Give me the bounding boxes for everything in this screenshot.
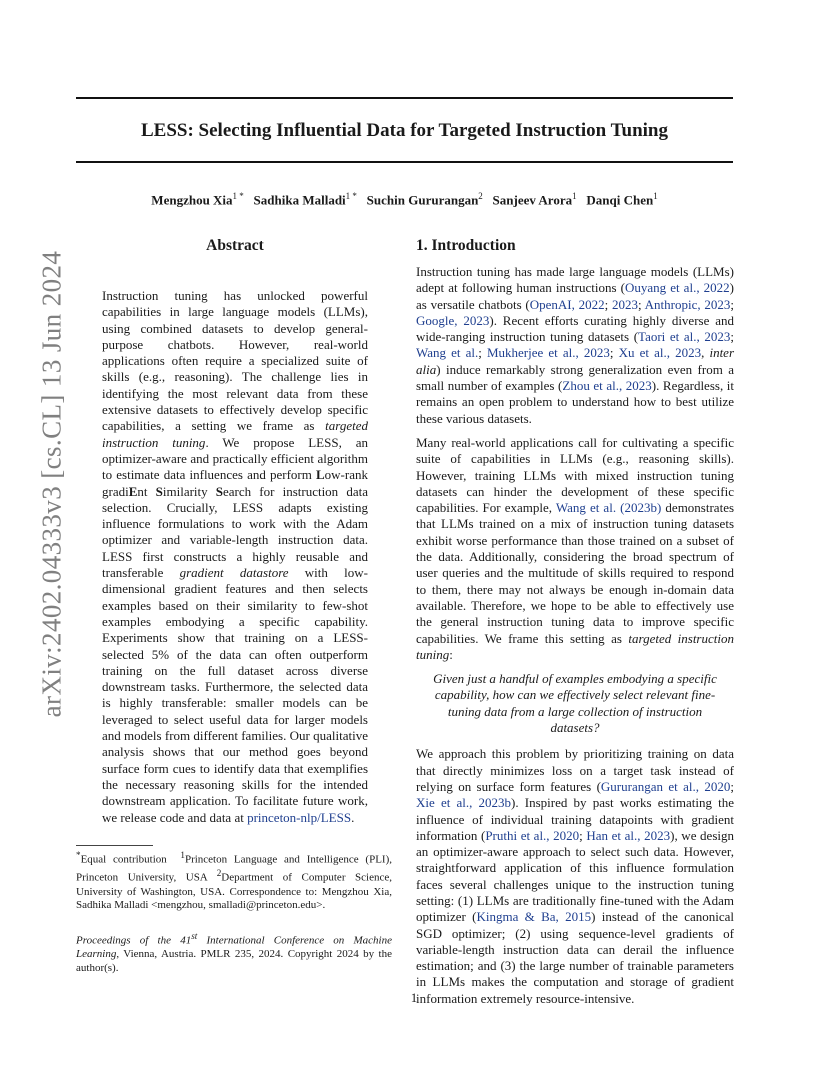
citation-link[interactable]: Xie et al., 2023b [416,795,512,811]
citation-link[interactable]: Pruthi et al., 2020 [485,827,580,843]
author-list [76,191,733,208]
citation-link[interactable]: Ouyang et al., 2022 [624,280,730,296]
citation-link[interactable]: Mukherjee et al., 2023 [486,345,610,361]
citation-link[interactable]: Wang et al. (2023b) [555,500,662,516]
author-affiliation: 1 * [232,191,244,201]
author-affiliation: 2 [478,191,483,201]
author-name: Sanjeev Arora [492,192,573,208]
intro-paragraph: We approach this problem by prioritizing training on data that directly minimizes loss on a target task instead of relying on surface form features (Gururangan et al., 2020; Xie et al., 2023b). Inspired by past works estimating the influence of individual training datapoints with gradient information (Pruthi et al., 2020; Han et al., 2023), we design an optimizer-aware approach to select such data. However, straightforward application of this influence formulation faces several challenges unique to the instruction tuning setting: (1) LLMs are traditionally fine-tuned with the Adam optimizer (Kingma & Ba, 2015) instead of the canonical SGD optimizer; (2) using sequence-level gradients of variable-length instruction data can derail the influence estimation; and (3) the large number of trainable parameters in LLMs makes the computation and storage of gradient information extremely resource-intensive. [416,746,735,1006]
citation-link[interactable]: Xu et al., 2023 [618,345,702,361]
introduction-heading: 1. Introduction [416,237,516,254]
footnote-rule [76,845,153,846]
top-rule [76,97,733,99]
citation-link[interactable]: Wang et al. [416,345,479,361]
intro-paragraph: Many real-world applications call for cultivating a specific suite of capabilities in LLMs (e.g., reasoning skills). However, training LLMs with mixed instruction tuning datasets can hinder the development of these specific capabilities. For example, Wang et al. (2023b) demonstrates that LLMs trained on a mix of instruction tuning datasets exhibit worse performance than those trained on a subset of the data. Additionally, considering the broad spectrum of user queries and the multitude of skills required to respond to them, there may not always be enough in-domain data available. Therefore, we hope to be able to effectively use the general instruction tuning data to improve specific capabilities. We frame this setting as targeted instruction tuning: [416,434,735,662]
author-affiliation: 1 [572,191,577,201]
citation-link[interactable]: Han et al., 2023 [586,827,671,843]
abstract-heading: Abstract [206,237,264,254]
research-question: Given just a handful of examples embodying a specific capability, how can we effectively select relevant fine-tuning data from a large collection of instruction datasets? [433,671,717,736]
author-name: Suchin Gururangan [366,192,479,208]
intro-paragraph: Instruction tuning has made large language models (LLMs) adept at following human instructions (Ouyang et al., 2022) as versatile chatbots (OpenAI, 2022; 2023; Anthropic, 2023; Google, 2023). Recent efforts curating highly diverse and wide-ranging instruction tuning datasets (Taori et al., 2023; Wang et al.; Mukherjee et al., 2023; Xu et al., 2023, inter alia) induce remarkably strong generalization even from a small number of examples (Zhou et al., 2023). Regardless, it remains an open problem to understand how to best utilize these various datasets. [416,264,735,426]
page-number: 1 [410,990,418,1005]
citation-link[interactable]: Google, 2023 [416,312,490,328]
citation-link[interactable]: Gururangan et al., 2020 [600,778,731,794]
author-affiliation: 1 * [345,191,357,201]
citation-link[interactable]: Taori et al., 2023 [638,329,731,345]
footnote: *Equal contribution $^1$Princeton Language and Intelligence (PLI), Princeton University, USA $^2$Department of Computer Science, University of Washington, USA. Correspondence to: Mengzhou Xia, Sadhika Malladi <mengzhou, smalladi@princeton.edu>. [76,850,392,912]
citation-link[interactable]: Anthropic, 2023 [644,296,731,312]
introduction-body [416,264,734,1015]
citation-link[interactable]: Kingma & Ba, 2015 [476,909,592,925]
citation-link[interactable]: Zhou et al., 2023 [562,378,652,394]
citation-link[interactable]: 2023 [612,296,638,312]
title-bottom-rule [76,161,733,163]
author-name: Mengzhou Xia [151,192,233,208]
code-link[interactable]: princeton-nlp/LESS [247,809,352,825]
author-name: Danqi Chen [586,192,654,208]
author-affiliation: 1 [653,191,658,201]
citation-link[interactable]: OpenAI, 2022 [529,296,605,312]
abstract-text: Instruction tuning has unlocked powerful capabilities in large language models (LLMs), using combined datasets to develop general-purpose chatbots. However, real-world applications often require a specialized suite of skills (e.g., reasoning). The challenge lies in identifying the most relevant data from these extensive datasets to effectively develop specific capabilities, a setting we frame as targeted instruction tuning. We propose LESS, an optimizer-aware and practically efficient algorithm to estimate data influences and perform Low-rank gradiEnt Similarity Search for instruction data selection. Crucially, LESS adapts existing influence formulations to work with the Adam optimizer and variable-length instruction data. LESS first constructs a highly reusable and transferable gradient datastore with low-dimensional gradient features and then selects examples based on their similarity to few-shot examples embodying a specific capability. Experiments show that training on a LESS-selected 5% of the data can often outperform training on the full dataset across diverse downstream tasks. Furthermore, the selected data is highly transferable: smaller models can be leveraged to select useful data for larger models and models from different families. Our qualitative analysis shows that our method goes beyond surface form cues to identify data that exemplifies the necessary reasoning skills for the intended downstream application. To facilitate future work, we release code and data at princeton-nlp/LESS. [102,288,368,825]
arxiv-identifier-watermark: arXiv:2402.04333v3 [cs.CL] 13 Jun 2024 [36,250,67,718]
abstract-body [102,288,368,826]
proceedings-note: Proceedings of the 41st International Conference on Machine Learning, Vienna, Austria. PMLR 235, 2024. Copyright 2024 by the author(s). [76,931,392,974]
author-name: Sadhika Malladi [253,192,346,208]
paper-title: LESS: Selecting Influential Data for Targeted Instruction Tuning [141,120,668,141]
